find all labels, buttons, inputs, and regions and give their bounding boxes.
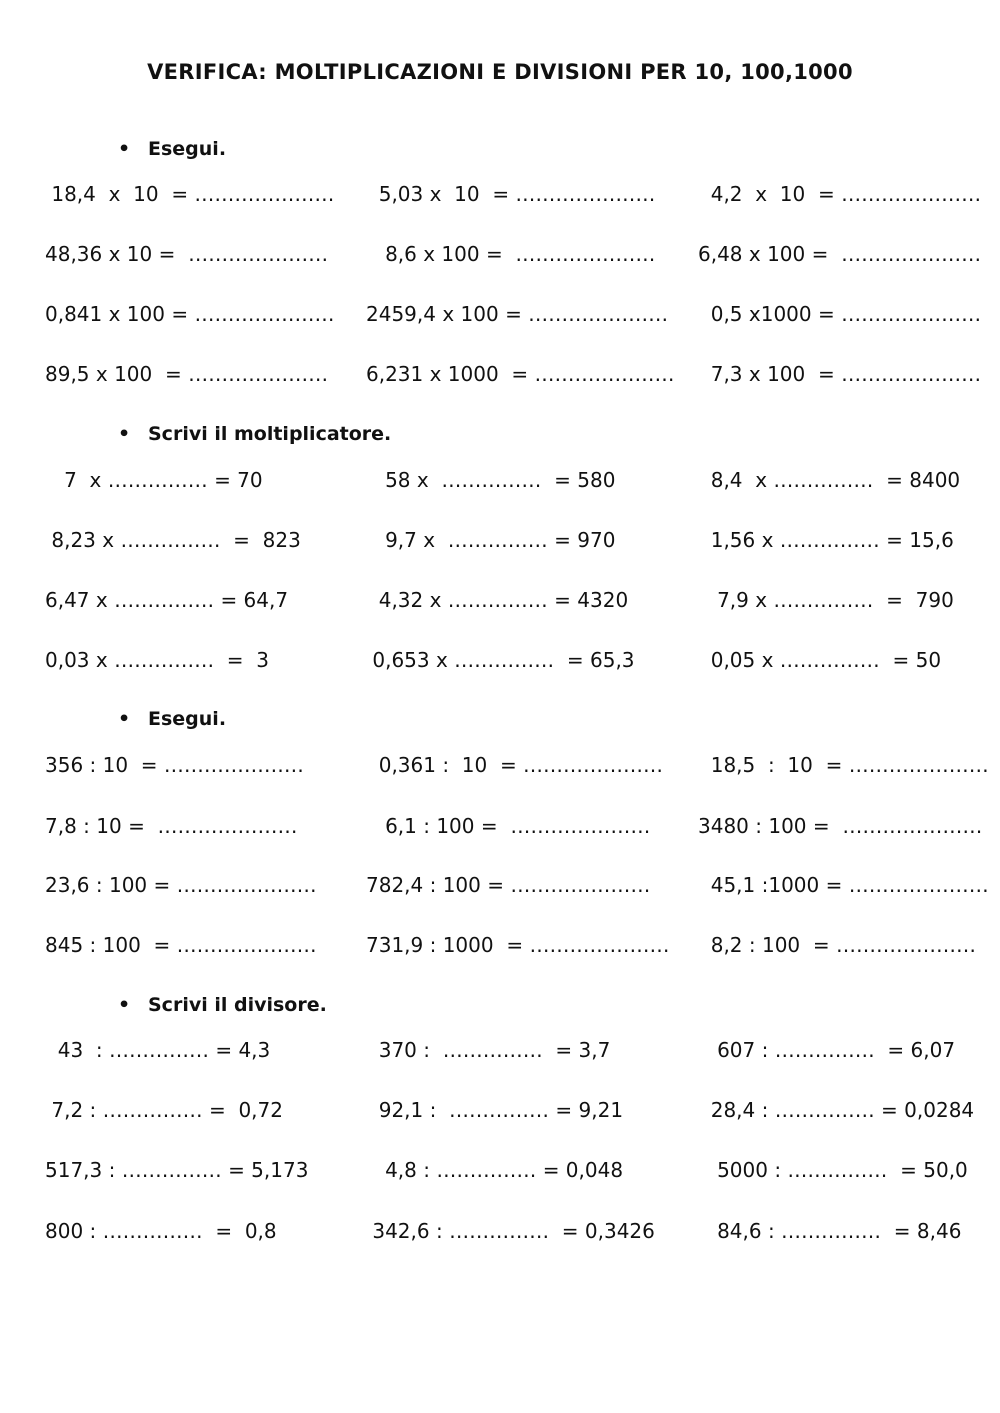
exercise-item[interactable]: 45,1 :1000 = ………………… — [698, 873, 989, 897]
exercise-item[interactable]: 6,48 x 100 = ………………… — [698, 242, 982, 266]
exercise-item[interactable]: 5,03 x 10 = ………………… — [366, 182, 656, 206]
exercise-item[interactable]: 4,32 x …………… = 4320 — [366, 588, 629, 612]
exercise-item[interactable]: 8,4 x …………… = 8400 — [698, 468, 961, 492]
exercise-item[interactable]: 517,3 : …………… = 5,173 — [45, 1158, 309, 1182]
exercise-item[interactable]: 8,6 x 100 = ………………… — [366, 242, 656, 266]
exercise-item[interactable]: 84,6 : …………… = 8,46 — [698, 1219, 962, 1243]
exercise-item[interactable]: 43 : …………… = 4,3 — [45, 1038, 271, 1062]
exercise-item[interactable]: 607 : …………… = 6,07 — [698, 1038, 956, 1062]
exercise-item[interactable]: 7,9 x …………… = 790 — [698, 588, 954, 612]
exercise-item[interactable]: 731,9 : 1000 = ………………… — [366, 933, 670, 957]
exercise-item[interactable]: 18,5 : 10 = ………………… — [698, 753, 989, 777]
exercise-item[interactable]: 1,56 x …………… = 15,6 — [698, 528, 954, 552]
exercise-item[interactable]: 0,361 : 10 = ………………… — [366, 753, 664, 777]
exercise-item[interactable]: 782,4 : 100 = ………………… — [366, 873, 651, 897]
section-heading: • Scrivi il moltiplicatore. — [118, 423, 392, 445]
worksheet-title: VERIFICA: MOLTIPLICAZIONI E DIVISIONI PER 10, 100,1000 — [147, 60, 853, 84]
exercise-item[interactable]: 23,6 : 100 = ………………… — [45, 873, 317, 897]
exercise-item[interactable]: 7,2 : …………… = 0,72 — [45, 1098, 283, 1122]
exercise-item[interactable]: 8,2 : 100 = ………………… — [698, 933, 976, 957]
exercise-item[interactable]: 6,231 x 1000 = ………………… — [366, 362, 675, 386]
exercise-item[interactable]: 0,05 x …………… = 50 — [698, 648, 942, 672]
exercise-item[interactable]: 0,841 x 100 = ………………… — [45, 302, 335, 326]
exercise-item[interactable]: 58 x …………… = 580 — [366, 468, 616, 492]
exercise-item[interactable]: 5000 : …………… = 50,0 — [698, 1158, 968, 1182]
exercise-item[interactable]: 0,653 x …………… = 65,3 — [366, 648, 635, 672]
exercise-item[interactable]: 92,1 : …………… = 9,21 — [366, 1098, 624, 1122]
exercise-item[interactable]: 28,4 : …………… = 0,0284 — [698, 1098, 975, 1122]
exercise-item[interactable]: 800 : …………… = 0,8 — [45, 1219, 277, 1243]
exercise-item[interactable]: 7,3 x 100 = ………………… — [698, 362, 982, 386]
section-heading: • Esegui. — [118, 138, 227, 160]
section-heading: • Esegui. — [118, 708, 227, 730]
exercise-item[interactable]: 6,47 x …………… = 64,7 — [45, 588, 289, 612]
exercise-item[interactable]: 4,8 : …………… = 0,048 — [366, 1158, 624, 1182]
exercise-item[interactable]: 8,23 x …………… = 823 — [45, 528, 301, 552]
exercise-item[interactable]: 7 x …………… = 70 — [45, 468, 263, 492]
exercise-item[interactable]: 7,8 : 10 = ………………… — [45, 814, 298, 838]
exercise-item[interactable]: 18,4 x 10 = ………………… — [45, 182, 335, 206]
exercise-item[interactable]: 89,5 x 100 = ………………… — [45, 362, 329, 386]
exercise-item[interactable]: 48,36 x 10 = ………………… — [45, 242, 329, 266]
exercise-item[interactable]: 845 : 100 = ………………… — [45, 933, 317, 957]
exercise-item[interactable]: 356 : 10 = ………………… — [45, 753, 304, 777]
exercise-item[interactable]: 9,7 x …………… = 970 — [366, 528, 616, 552]
exercise-item[interactable]: 0,5 x1000 = ………………… — [698, 302, 982, 326]
exercise-item[interactable]: 0,03 x …………… = 3 — [45, 648, 269, 672]
exercise-item[interactable]: 2459,4 x 100 = ………………… — [366, 302, 669, 326]
exercise-item[interactable]: 4,2 x 10 = ………………… — [698, 182, 982, 206]
section-heading: • Scrivi il divisore. — [118, 994, 327, 1016]
exercise-item[interactable]: 370 : …………… = 3,7 — [366, 1038, 611, 1062]
exercise-item[interactable]: 3480 : 100 = ………………… — [698, 814, 983, 838]
exercise-item[interactable]: 342,6 : …………… = 0,3426 — [366, 1219, 655, 1243]
exercise-item[interactable]: 6,1 : 100 = ………………… — [366, 814, 651, 838]
